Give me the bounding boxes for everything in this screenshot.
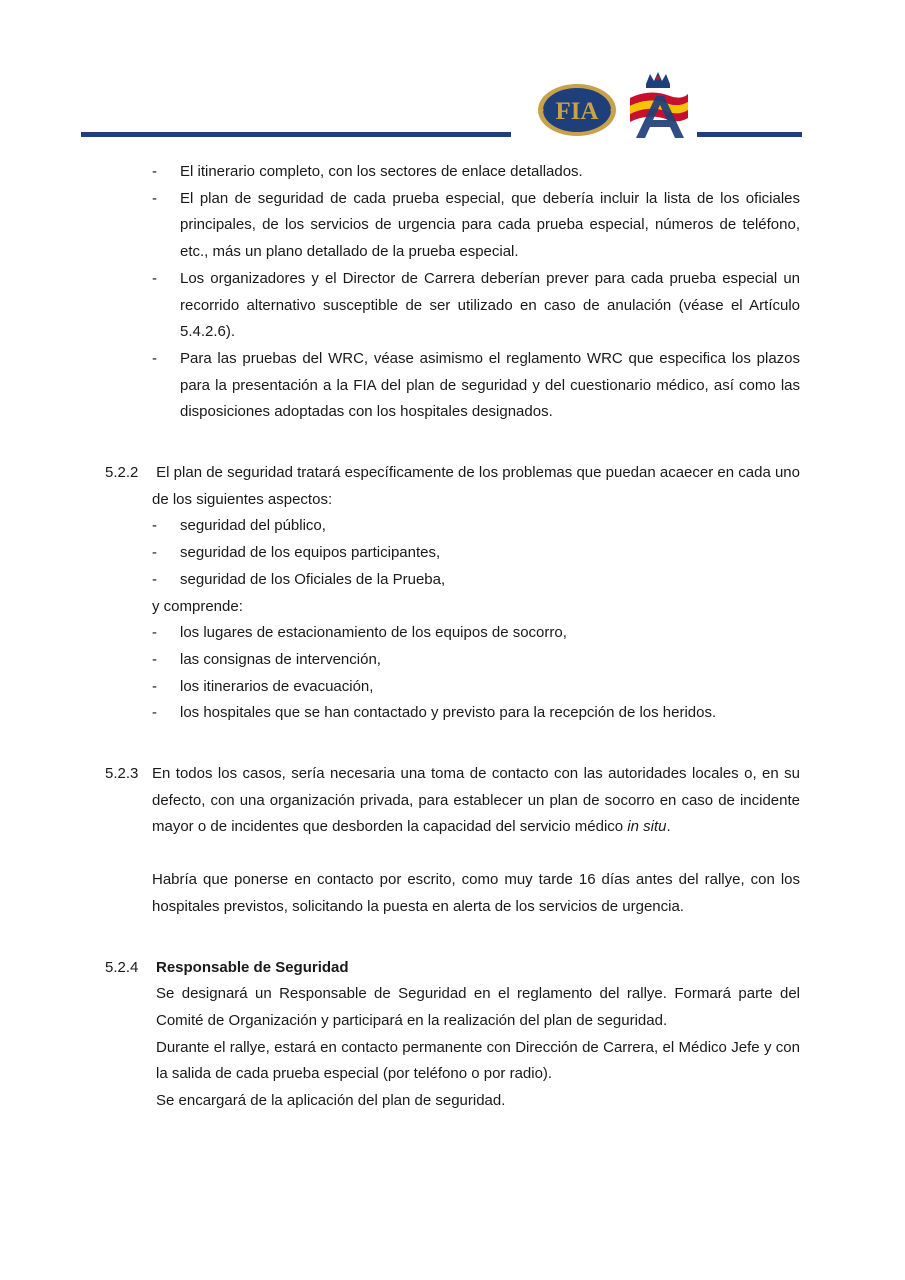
bullet-dash: -	[152, 517, 157, 535]
section-text-end: .	[666, 818, 671, 836]
spacer	[0, 426, 905, 460]
section-5-2-2	[0, 460, 905, 727]
section-number: 5.2.2	[105, 464, 139, 482]
list-item	[0, 647, 905, 674]
spacer	[0, 921, 905, 955]
section-paragraph: Habría que ponerse en contacto por escrito, como muy tarde 16 días antes del rallye, con los hospitales previstos, solicitando la puesta en alerta de los servicios de urgencia.	[152, 871, 800, 915]
section-title-text: Responsable de Seguridad	[156, 958, 349, 976]
in-situ-italic: in situ	[627, 818, 667, 836]
intro-bullet-list	[0, 159, 905, 426]
connector-text: y comprende:	[152, 597, 243, 615]
comprises-list	[0, 620, 905, 727]
list-item	[0, 700, 905, 727]
list-item	[0, 266, 905, 346]
spacer	[0, 727, 905, 761]
section-number: 5.2.4	[105, 958, 139, 976]
bullet-dash: -	[152, 624, 157, 642]
bullet-text: los hospitales que se han contactado y previsto para la recepción de los heridos.	[180, 704, 717, 722]
bullet-text: El itinerario completo, con los sectores de enlace detallados.	[180, 163, 583, 180]
aspects-list	[0, 513, 905, 593]
list-item	[0, 346, 905, 426]
bullet-dash: -	[152, 269, 157, 287]
list-item	[0, 159, 905, 186]
bullet-dash: -	[152, 650, 157, 668]
bullet-text: los lugares de estacionamiento de los equipos de socorro,	[180, 624, 567, 642]
list-item	[0, 567, 905, 594]
section-text-content: El plan de seguridad tratará específicamente de los problemas que puedan acaecer en cada uno de los siguientes aspectos:	[152, 464, 800, 508]
bullet-text: los itinerarios de evacuación,	[180, 677, 374, 695]
spacer	[0, 841, 905, 867]
bullet-dash: -	[152, 189, 157, 207]
bullet-text: seguridad de los Oficiales de la Prueba,	[180, 570, 446, 588]
section-number: 5.2.3	[105, 765, 139, 783]
bullet-dash: -	[152, 704, 157, 722]
section-5-2-3	[0, 761, 905, 921]
list-item	[0, 674, 905, 701]
bullet-dash: -	[152, 163, 157, 180]
bullet-text: las consignas de intervención,	[180, 650, 381, 668]
section-paragraph: Se designará un Responsable de Seguridad en el reglamento del rallye. Formará parte del Comité de Organización y participará en la realización del plan de seguridad.	[156, 985, 800, 1029]
bullet-text: El plan de seguridad de cada prueba especial, que debería incluir la lista de los oficiales principales, de los servicios de urgencia para cada prueba especial, números de teléfono, etc., más un plano detallado de la prueba especial.	[180, 189, 800, 261]
list-item	[0, 540, 905, 567]
section-text-content: En todos los casos, sería necesaria una toma de contacto con las autoridades locales o, en su defecto, con una organización privada, para establecer un plan de socorro en caso de incidente mayor o de incidentes que desborden la capacidad del servicio médico	[152, 765, 800, 836]
document-body	[0, 159, 905, 1115]
bullet-dash: -	[152, 544, 157, 562]
header-rule-left	[81, 132, 511, 137]
bullet-text: seguridad de los equipos participantes,	[180, 544, 441, 562]
bullet-dash: -	[152, 677, 157, 695]
list-item	[0, 513, 905, 540]
section-paragraph: Se encargará de la aplicación del plan de seguridad.	[156, 1092, 506, 1110]
bullet-text: Los organizadores y el Director de Carrera deberían prever para cada prueba especial un recorrido alternativo susceptible de ser utilizado en caso de anulación (véase el Artículo 5.4.2.6).	[180, 269, 800, 341]
list-item	[0, 620, 905, 647]
section-paragraph: Durante el rallye, estará en contacto permanente con Dirección de Carrera, el Médico Jefe y con la salida de cada prueba especial (por teléfono o por radio).	[156, 1038, 800, 1083]
bullet-dash: -	[152, 349, 157, 367]
bullet-text: seguridad del público,	[180, 517, 326, 535]
bullet-dash: -	[152, 570, 157, 588]
section-5-2-4	[0, 955, 905, 1115]
header-rule-right	[697, 132, 802, 137]
fia-logo-icon	[536, 82, 618, 138]
bullet-text: Para las pruebas del WRC, véase asimismo el reglamento WRC que especifica los plazos para la presentación a la FIA del plan de seguridad y del cuestionario médico, así como las disposiciones adoptadas con los hospitales designados.	[180, 349, 800, 421]
fia-logo-text: FIA	[555, 98, 599, 125]
rfea-crown-logo-icon	[626, 72, 690, 140]
list-item	[0, 186, 905, 266]
